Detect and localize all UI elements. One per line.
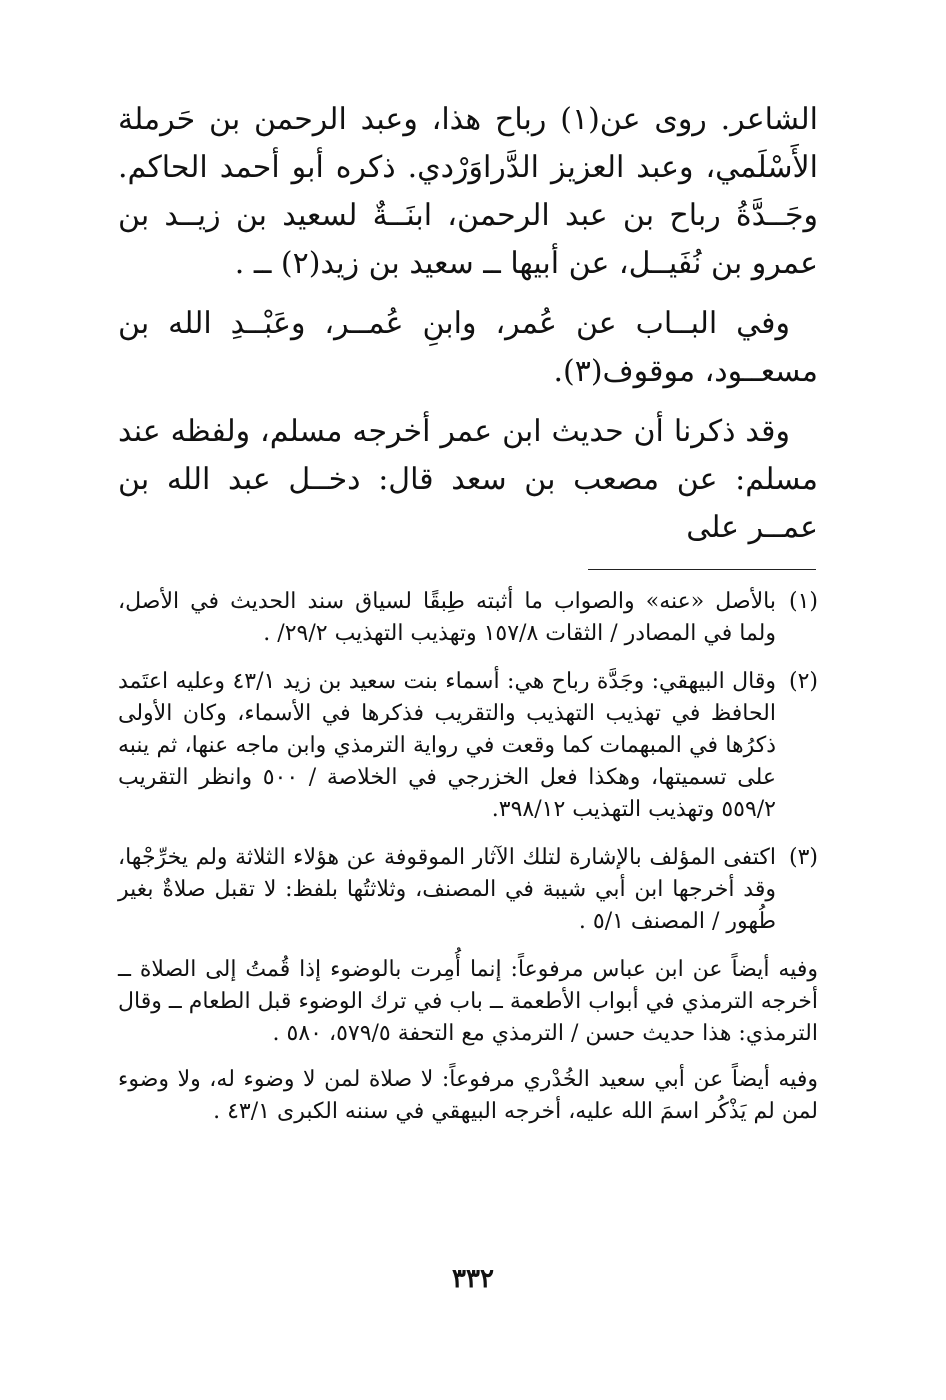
footnote-text: وقال البيهقي: وجَدَّة رباح هي: أسماء بنت سعيد بن زيد ٤٣/١ وعليه اعتَمد الحافظ في تهذيب التهذيب والتقريب فذكرها في الأسماء، وكان الأولى ذكرُها في المبهمات كما وقعت في رواية الترمذي وابن ماجه عنها، ثم ينبه على تسميتها، وهكذا فعل الخزرجي في الخلاصة / ٥٠٠ وانظر التقريب ٥٥٩/٢ وتهذيب التهذيب ٣٩٨/١٢.	[118, 669, 776, 822]
footnote	[118, 842, 818, 938]
body-paragraph: الشاعر. روى عن(١) رباح هذا، وعبد الرحمن بن حَرملة الأَسْلَمي، وعبد العزيز الدَّراوَرْدي. ذكره أبو أحمد الحاكم. وجَــدَّةُ رباح بن عبد الرحمن، ابنَــةٌ لسعيد بن زيــد بن عمرو بن نُفَيــل، عن أبيها ــ سعيد بن زيد(٢) ــ .	[118, 102, 818, 281]
footnote	[118, 586, 818, 650]
main-text	[118, 96, 818, 564]
body-paragraph: وقد ذكرنا أن حديث ابن عمر أخرجه مسلم، ولفظه عند مسلم: عن مصعب بن سعد قال: دخــل عبد الله بن عمــر على	[118, 414, 818, 545]
body-paragraph: وفي البــاب عن عُمر، وابنِ عُمــر، وعَبْــدِ الله بن مسعــود، موقوف(٣).	[118, 306, 818, 389]
footnote-text: بالأصل «عنه» والصواب ما أثبته طِبقًا لسياق سند الحديث في الأصل، ولما في المصادر / الثقات ١٥٧/٨ وتهذيب التهذيب ٢٩/٢/ .	[118, 589, 776, 646]
footnote-text: اكتفى المؤلف بالإشارة لتلك الآثار الموقوفة عن هؤلاء الثلاثة ولم يخرِّجْها، وقد أخرجها ابن أبي شيبة في المصنف، وثلاثتُها بلفظ: لا تقبل صلاةٌ بغير طُهور / المصنف ٥/١ .	[118, 845, 776, 934]
footnote-separator	[588, 569, 816, 570]
footnote-number: (١)	[788, 589, 818, 614]
footnote-continuation: وفيه أيضاً عن أبي سعيد الخُدْري مرفوعاً: لا صلاة لمن لا وضوء له، ولا وضوء لمن لم يَذْكُر اسمَ الله عليه، أخرجه البيهقي في سننه الكبرى ٤٣/١ .	[118, 1067, 818, 1124]
footnote-number: (٣)	[788, 845, 818, 870]
footnote-continuation: وفيه أيضاً عن ابن عباس مرفوعاً: إنما أُمِرت بالوضوء إذا قُمتُ إلى الصلاة ــ أخرجه الترمذي في أبواب الأطعمة ــ باب في ترك الوضوء قبل الطعام ــ وقال الترمذي: هذا حديث حسن / الترمذي مع التحفة ٥٧٩/٥، ٥٨٠ .	[118, 957, 818, 1046]
footnotes-section	[118, 586, 818, 1142]
page-number: ٣٣٢	[452, 1264, 494, 1294]
footnote	[118, 666, 818, 826]
footnote-number: (٢)	[788, 669, 818, 694]
